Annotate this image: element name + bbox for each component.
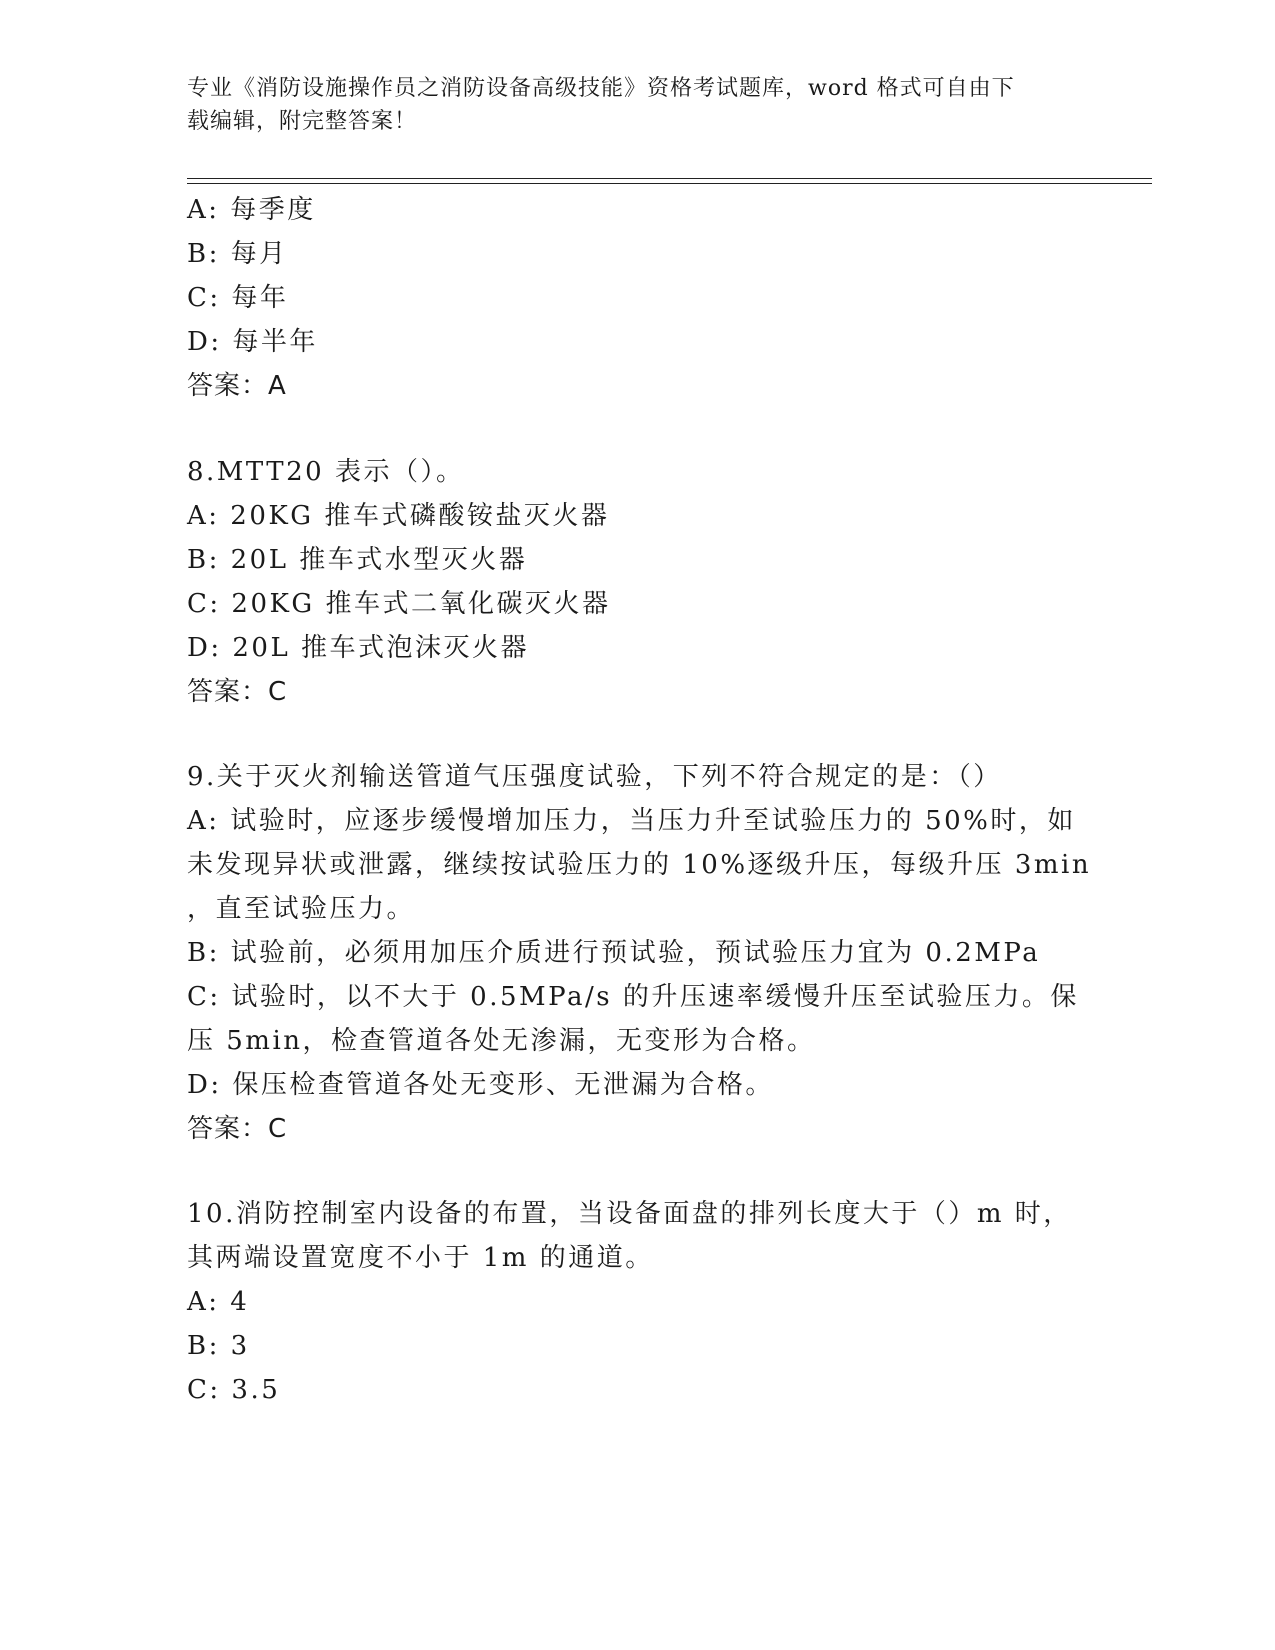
q10-option-a: A: 4 — [187, 1287, 250, 1317]
q8-question: 8.MTT20 表示（）。 — [187, 457, 465, 487]
document-header — [187, 72, 1067, 138]
q7-option-a: A: 每季度 — [187, 195, 316, 225]
q9-option-d: D: 保压检查管道各处无变形、无泄漏为合格。 — [187, 1070, 774, 1100]
q10-option-b: B: 3 — [187, 1331, 250, 1361]
q8-option-c: C: 20KG 推车式二氧化碳灭火器 — [187, 589, 611, 619]
q7-option-d: D: 每半年 — [187, 327, 318, 357]
q9-option-c-line-2: 压 5min，检查管道各处无渗漏，无变形为合格。 — [187, 1026, 816, 1056]
q8-option-b: B: 20L 推车式水型灭火器 — [187, 545, 528, 575]
q7-option-c: C: 每年 — [187, 283, 289, 313]
q8-option-d: D: 20L 推车式泡沫灭火器 — [187, 633, 529, 663]
header-divider-top — [187, 178, 1152, 179]
q9-option-c-line-1: C: 试验时，以不大于 0.5MPa/s 的升压速率缓慢升压至试验压力。保 — [187, 982, 1079, 1012]
q9-question: 9.关于灭火剂输送管道气压强度试验，下列不符合规定的是：（） — [187, 762, 1002, 792]
q7-answer: 答案：A — [187, 371, 287, 401]
header-line-1: 专业《消防设施操作员之消防设备高级技能》资格考试题库，word 格式可自由下 — [187, 76, 1015, 101]
q8-answer: 答案：C — [187, 677, 288, 707]
q9-option-a-line-1: A: 试验时，应逐步缓慢增加压力，当压力升至试验压力的 50%时，如 — [187, 806, 1076, 836]
q10-question-line-1: 10.消防控制室内设备的布置，当设备面盘的排列长度大于（）m 时， — [187, 1199, 1072, 1229]
header-line-2: 载编辑，附完整答案！ — [187, 109, 418, 134]
q9-answer: 答案：C — [187, 1114, 288, 1144]
q9-option-b: B: 试验前，必须用加压介质进行预试验，预试验压力宜为 0.2MPa — [187, 938, 1041, 968]
q9-option-a-line-3: ，直至试验压力。 — [187, 894, 416, 924]
header-divider-bottom — [187, 183, 1152, 184]
q10-option-c: C: 3.5 — [187, 1375, 281, 1405]
q8-option-a: A: 20KG 推车式磷酸铵盐灭火器 — [187, 501, 610, 531]
q10-question-line-2: 其两端设置宽度不小于 1m 的通道。 — [187, 1243, 654, 1273]
q9-option-a-line-2: 未发现异状或泄露，继续按试验压力的 10%逐级升压，每级升压 3min — [187, 850, 1092, 880]
q7-option-b: B: 每月 — [187, 239, 288, 269]
